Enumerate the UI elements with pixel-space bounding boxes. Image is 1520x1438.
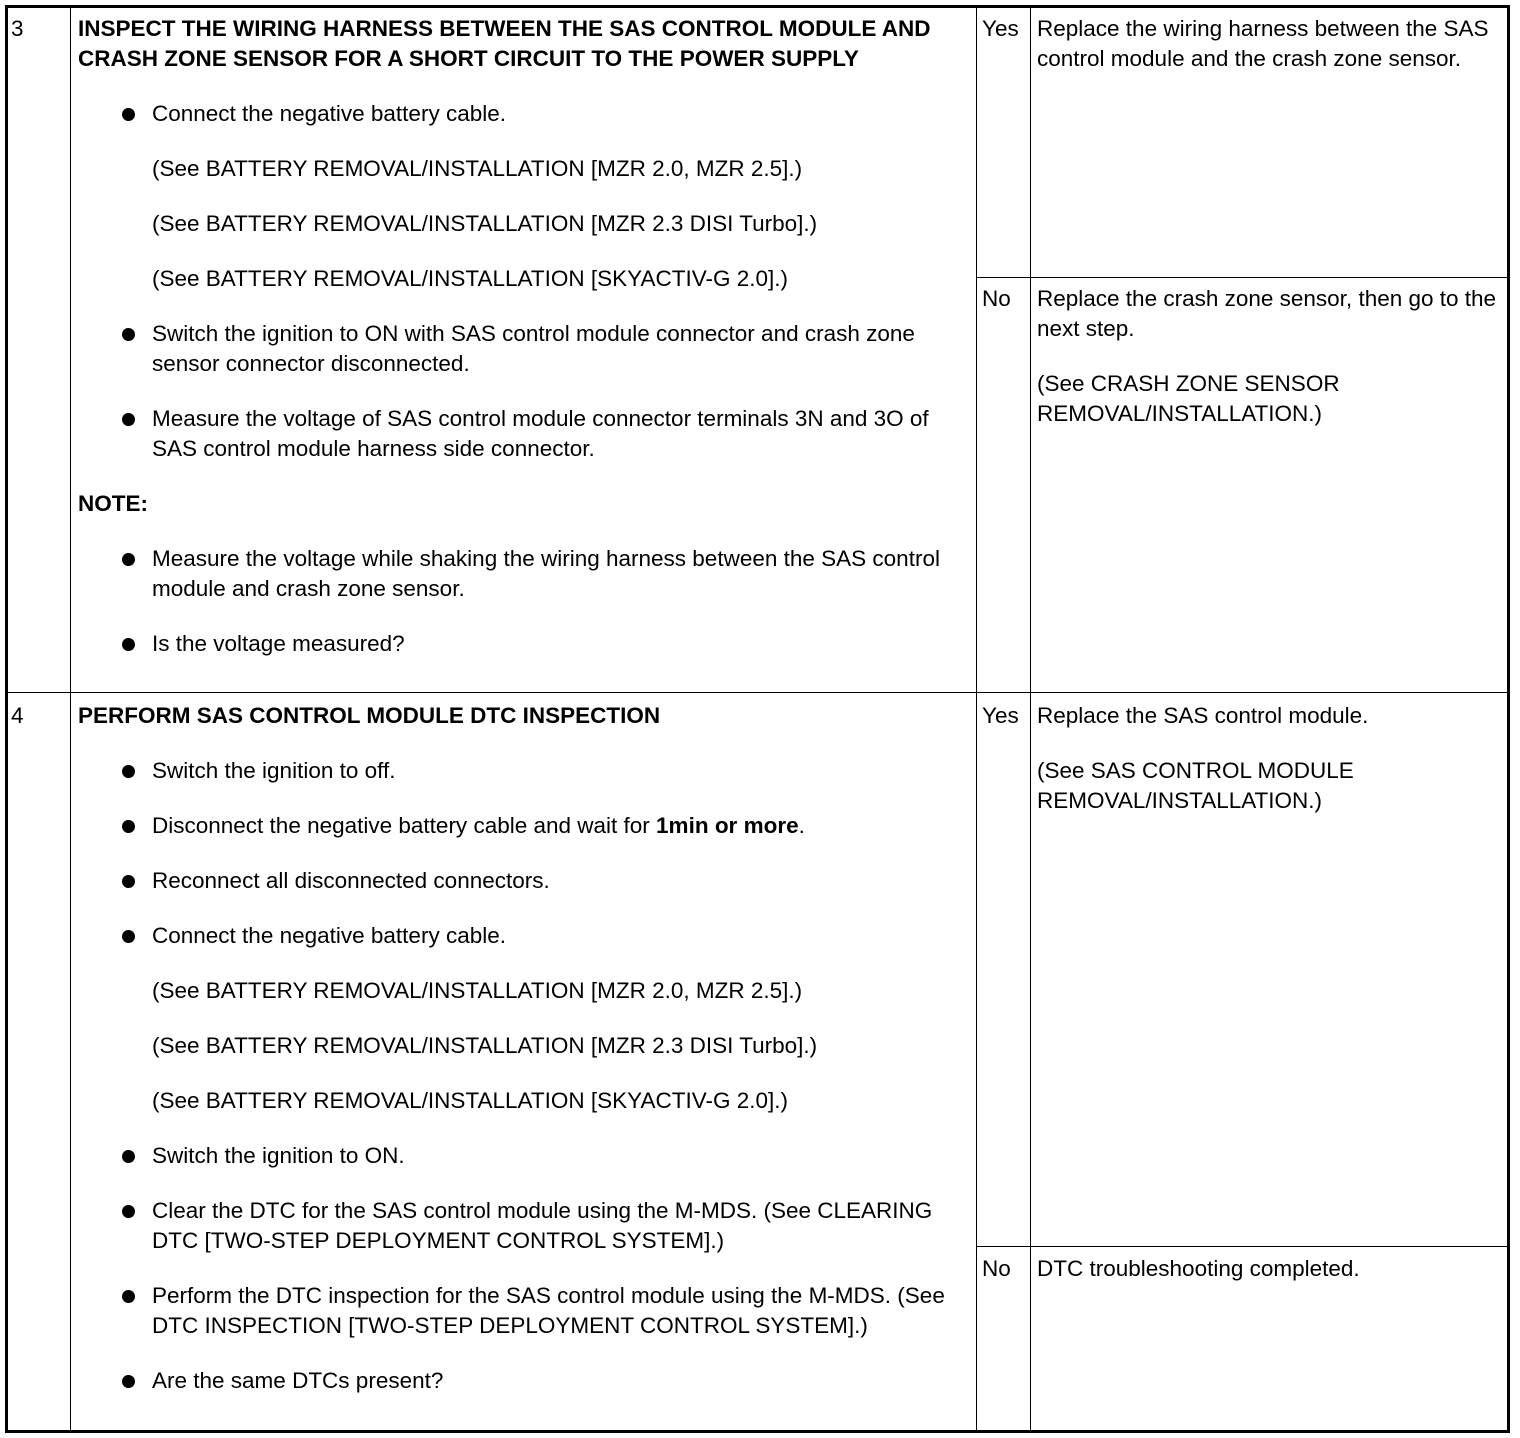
no-result [1037, 284, 1497, 454]
step-content [78, 701, 973, 1421]
step-title: INSPECT THE WIRING HARNESS BETWEEN THE SAS CONTROL MODULE AND CRASH ZONE SENSOR FOR A SHORT CIRCUIT TO THE POWER SUPPLY [78, 16, 931, 71]
bullet-icon [122, 1150, 135, 1163]
list-item [78, 404, 973, 464]
list-item [78, 921, 973, 951]
result-text: DTC troubleshooting completed. [1037, 1256, 1360, 1281]
no-label: No [982, 286, 1011, 311]
list-item [78, 319, 973, 379]
note-label: NOTE: [78, 491, 148, 516]
yes-no-divider [976, 1246, 1507, 1247]
reference-link: (See BATTERY REMOVAL/INSTALLATION [SKYACTIV-G 2.0].) [152, 1088, 789, 1113]
list-item-text: Reconnect all disconnected connectors. [152, 868, 550, 893]
list-item [78, 1366, 973, 1396]
yes-label: Yes [982, 703, 1019, 728]
list-item [78, 1196, 973, 1256]
list-item-text: Perform the DTC inspection for the SAS control module using the M-MDS. (See DTC INSPECTION [TWO-STEP DEPLOYMENT CONTROL SYSTEM].) [152, 1283, 945, 1338]
list-item-text: Switch the ignition to off. [152, 758, 396, 783]
bullet-icon [122, 413, 135, 426]
list-item-text: . [798, 813, 805, 838]
list-item-text: Measure the voltage of SAS control module connector terminals 3N and 3O of SAS control module harness side connector. [152, 406, 929, 461]
bullet-icon [122, 1290, 135, 1303]
no-label: No [982, 1256, 1011, 1281]
no-result [1037, 1254, 1497, 1309]
reference-link: (See SAS CONTROL MODULE REMOVAL/INSTALLATION.) [1037, 758, 1354, 813]
bullet-icon [122, 875, 135, 888]
column-divider [70, 8, 71, 1430]
bullet-icon [122, 1205, 135, 1218]
yes-no-divider [976, 277, 1507, 278]
list-item [78, 811, 973, 841]
list-item [78, 544, 973, 604]
step-title: PERFORM SAS CONTROL MODULE DTC INSPECTION [78, 703, 661, 728]
bullet-icon [122, 553, 135, 566]
reference-link: (See CRASH ZONE SENSOR REMOVAL/INSTALLATION.) [1037, 371, 1340, 426]
list-item [78, 756, 973, 786]
step-number: 3 [11, 16, 24, 41]
list-item-text: Measure the voltage while shaking the wiring harness between the SAS control module and crash zone sensor. [152, 546, 940, 601]
reference-link: (See BATTERY REMOVAL/INSTALLATION [MZR 2.3 DISI Turbo].) [152, 1033, 818, 1058]
bullet-icon [122, 820, 135, 833]
yes-result [1037, 701, 1497, 841]
list-item [78, 99, 973, 129]
step-content [78, 14, 973, 684]
bullet-icon [122, 328, 135, 341]
list-item [78, 629, 973, 659]
bullet-icon [122, 1375, 135, 1388]
list-item-text: Switch the ignition to ON. [152, 1143, 405, 1168]
list-item [78, 1141, 973, 1171]
list-item [78, 866, 973, 896]
emphasis-text: 1min or more [656, 813, 799, 838]
reference-link: (See BATTERY REMOVAL/INSTALLATION [SKYACTIV-G 2.0].) [152, 266, 789, 291]
list-item-text: Is the voltage measured? [152, 631, 405, 656]
result-text: Replace the wiring harness between the SAS control module and the crash zone sensor. [1037, 16, 1489, 71]
yes-result [1037, 14, 1497, 99]
list-item-text: Clear the DTC for the SAS control module using the M-MDS. (See CLEARING DTC [TWO-STEP DEPLOYMENT CONTROL SYSTEM].) [152, 1198, 933, 1253]
yes-label: Yes [982, 16, 1019, 41]
column-divider [1030, 8, 1031, 1430]
step-number: 4 [11, 703, 24, 728]
bullet-icon [122, 765, 135, 778]
bullet-icon [122, 930, 135, 943]
result-text: Replace the SAS control module. [1037, 703, 1369, 728]
bullet-icon [122, 108, 135, 121]
list-item-text: Switch the ignition to ON with SAS control module connector and crash zone sensor connector disconnected. [152, 321, 915, 376]
list-item-text: Disconnect the negative battery cable and wait for [152, 813, 657, 838]
list-item-text: Are the same DTCs present? [152, 1368, 444, 1393]
list-item-text: Connect the negative battery cable. [152, 923, 506, 948]
reference-link: (See BATTERY REMOVAL/INSTALLATION [MZR 2.0, MZR 2.5].) [152, 156, 803, 181]
bullet-icon [122, 638, 135, 651]
list-item [78, 1281, 973, 1341]
reference-link: (See BATTERY REMOVAL/INSTALLATION [MZR 2.0, MZR 2.5].) [152, 978, 803, 1003]
list-item-text: Connect the negative battery cable. [152, 101, 506, 126]
row-divider [8, 692, 1507, 693]
reference-link: (See BATTERY REMOVAL/INSTALLATION [MZR 2.3 DISI Turbo].) [152, 211, 818, 236]
result-text: Replace the crash zone sensor, then go to the next step. [1037, 286, 1497, 341]
column-divider [976, 8, 977, 1430]
